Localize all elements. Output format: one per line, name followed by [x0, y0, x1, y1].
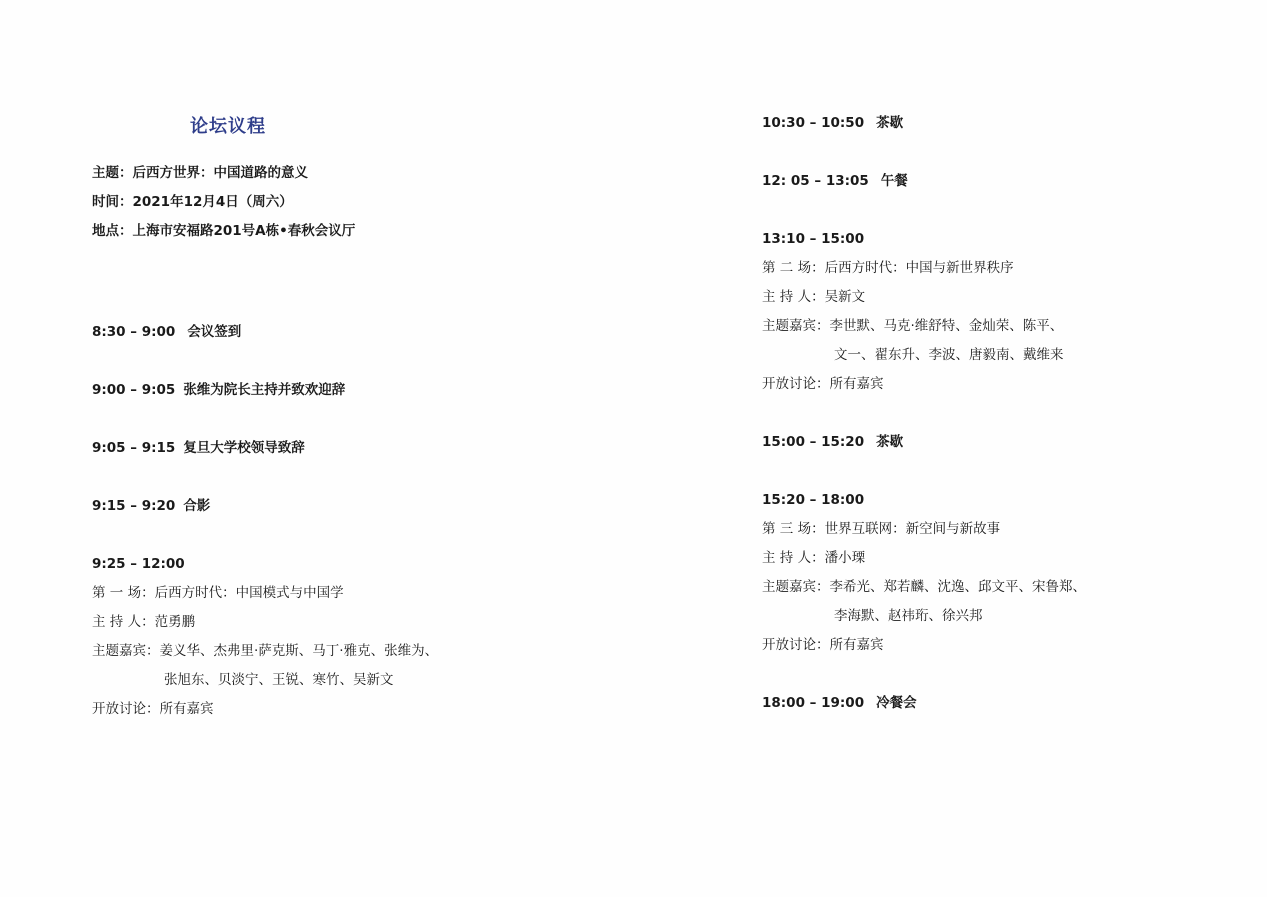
agenda-label: 茶歇 [876, 115, 904, 131]
agenda-label: 午餐 [880, 173, 908, 189]
agenda-label: 茶歇 [876, 434, 904, 450]
agenda-time: 9:15 – 9:20 [92, 498, 176, 514]
session2-time: 13:10 – 15:00 [762, 231, 865, 247]
session1-host: 主 持 人：范勇鹏 [92, 614, 196, 630]
agenda-time: 9:00 – 9:05 [92, 382, 176, 398]
session2-name: 第 二 场：后西方时代：中国与新世界秩序 [762, 260, 1014, 276]
agenda-item-address [92, 439, 305, 457]
session3-guests: 主题嘉宾：李希光、郑若麟、沈逸、邱文平、宋鲁郑、 [762, 579, 1086, 595]
agenda-time: 9:05 – 9:15 [92, 440, 176, 456]
time-line: 时间：2021年12月4日（周六） [92, 194, 293, 210]
agenda-label: 合影 [183, 498, 211, 514]
session3-guests-cont: 李海默、赵祎珩、徐兴邦 [834, 608, 983, 624]
agenda-item-signin [92, 323, 241, 341]
agenda-item-tea2 [762, 433, 903, 451]
agenda-item-tea1 [762, 114, 903, 132]
agenda-item-welcome [92, 381, 345, 399]
agenda-label: 冷餐会 [876, 695, 917, 711]
agenda-item-photo [92, 497, 210, 515]
agenda-item-lunch [762, 172, 908, 190]
agenda-time: 10:30 – 10:50 [762, 115, 865, 131]
place-line: 地点：上海市安福路201号A栋•春秋会议厅 [92, 223, 356, 239]
session1-time: 9:25 – 12:00 [92, 556, 185, 572]
session3-name: 第 三 场：世界互联网：新空间与新故事 [762, 521, 1001, 537]
agenda-label: 张维为院长主持并致欢迎辞 [183, 382, 346, 398]
theme-line: 主题：后西方世界：中国道路的意义 [92, 165, 308, 181]
session3-host: 主 持 人：潘小瑮 [762, 550, 866, 566]
agenda-time: 8:30 – 9:00 [92, 324, 176, 340]
session3-discussion: 开放讨论：所有嘉宾 [762, 637, 884, 653]
agenda-time: 18:00 – 19:00 [762, 695, 865, 711]
session1-discussion: 开放讨论：所有嘉宾 [92, 701, 214, 717]
agenda-time: 15:00 – 15:20 [762, 434, 865, 450]
agenda-label: 会议签到 [187, 324, 242, 340]
session2-guests-cont: 文一、翟东升、李波、唐毅南、戴维来 [834, 347, 1064, 363]
agenda-item-dinner [762, 694, 917, 712]
agenda-time: 12: 05 – 13:05 [762, 173, 869, 189]
agenda-label: 复旦大学校领导致辞 [183, 440, 305, 456]
session1-guests: 主题嘉宾：姜义华、杰弗里·萨克斯、马丁·雅克、张维为、 [92, 643, 439, 659]
session2-guests: 主题嘉宾：李世默、马克·维舒特、金灿荣、陈平、 [762, 318, 1064, 334]
session1-name: 第 一 场：后西方时代：中国模式与中国学 [92, 585, 344, 601]
session2-host: 主 持 人：吴新文 [762, 289, 866, 305]
page-title: 论坛议程 [190, 116, 266, 137]
session1-guests-cont: 张旭东、贝淡宁、王锐、寒竹、吴新文 [164, 672, 394, 688]
session2-discussion: 开放讨论：所有嘉宾 [762, 376, 884, 392]
session3-time: 15:20 – 18:00 [762, 492, 865, 508]
